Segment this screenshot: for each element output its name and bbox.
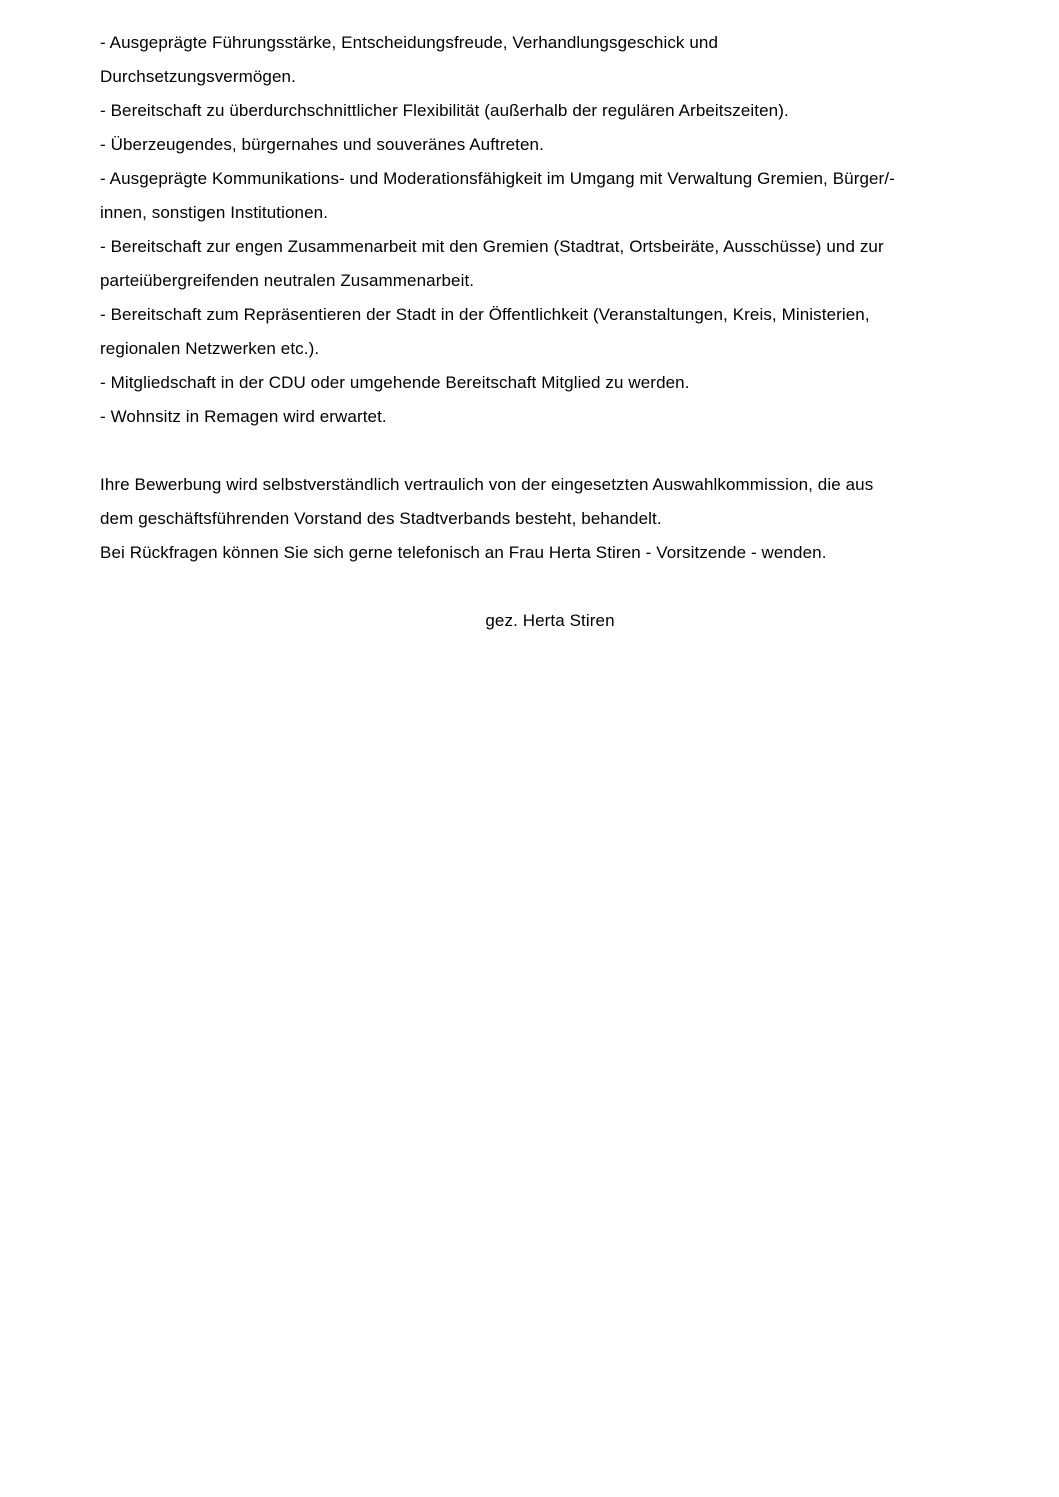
requirement-line: - Ausgeprägte Kommunikations- und Moderationsfähigkeit im Umgang mit Verwaltung Gremien, Bürger/- <box>100 169 895 188</box>
signature-block <box>100 604 1000 638</box>
signature-text: gez. Herta Stiren <box>485 611 615 630</box>
requirement-line: innen, sonstigen Institutionen. <box>100 203 329 222</box>
requirement-line: regionalen Netzwerken etc.). <box>100 339 320 358</box>
requirement-line: parteiübergreifenden neutralen Zusammenarbeit. <box>100 271 475 290</box>
signature-spacer <box>100 570 1029 604</box>
closing-line: Bei Rückfragen können Sie sich gerne telefonisch an Frau Herta Stiren - Vorsitzende - wenden. <box>100 543 827 562</box>
requirement-line: Durchsetzungsvermögen. <box>100 67 296 86</box>
paragraph-spacer <box>100 434 1029 468</box>
closing-line: dem geschäftsführenden Vorstand des Stadtverbands besteht, behandelt. <box>100 509 662 528</box>
requirement-line: - Bereitschaft zur engen Zusammenarbeit mit den Gremien (Stadtrat, Ortsbeiräte, Ausschüsse) und zur <box>100 237 884 256</box>
requirement-line: - Wohnsitz in Remagen wird erwartet. <box>100 407 387 426</box>
closing-line: Ihre Bewerbung wird selbstverständlich vertraulich von der eingesetzten Auswahlkommission, die aus <box>100 475 874 494</box>
requirement-line: - Mitgliedschaft in der CDU oder umgehende Bereitschaft Mitglied zu werden. <box>100 373 690 392</box>
requirements-list <box>100 26 1010 434</box>
requirement-line: - Ausgeprägte Führungsstärke, Entscheidungsfreude, Verhandlungsgeschick und <box>100 33 719 52</box>
requirement-line: - Bereitschaft zum Repräsentieren der Stadt in der Öffentlichkeit (Veranstaltungen, Kreis, Ministerien, <box>100 305 870 324</box>
requirement-line: - Überzeugendes, bürgernahes und souveränes Auftreten. <box>100 135 544 154</box>
requirement-line: - Bereitschaft zu überdurchschnittlicher Flexibilität (außerhalb der regulären Arbeitszeiten). <box>100 101 789 120</box>
closing-paragraph <box>100 468 1010 570</box>
